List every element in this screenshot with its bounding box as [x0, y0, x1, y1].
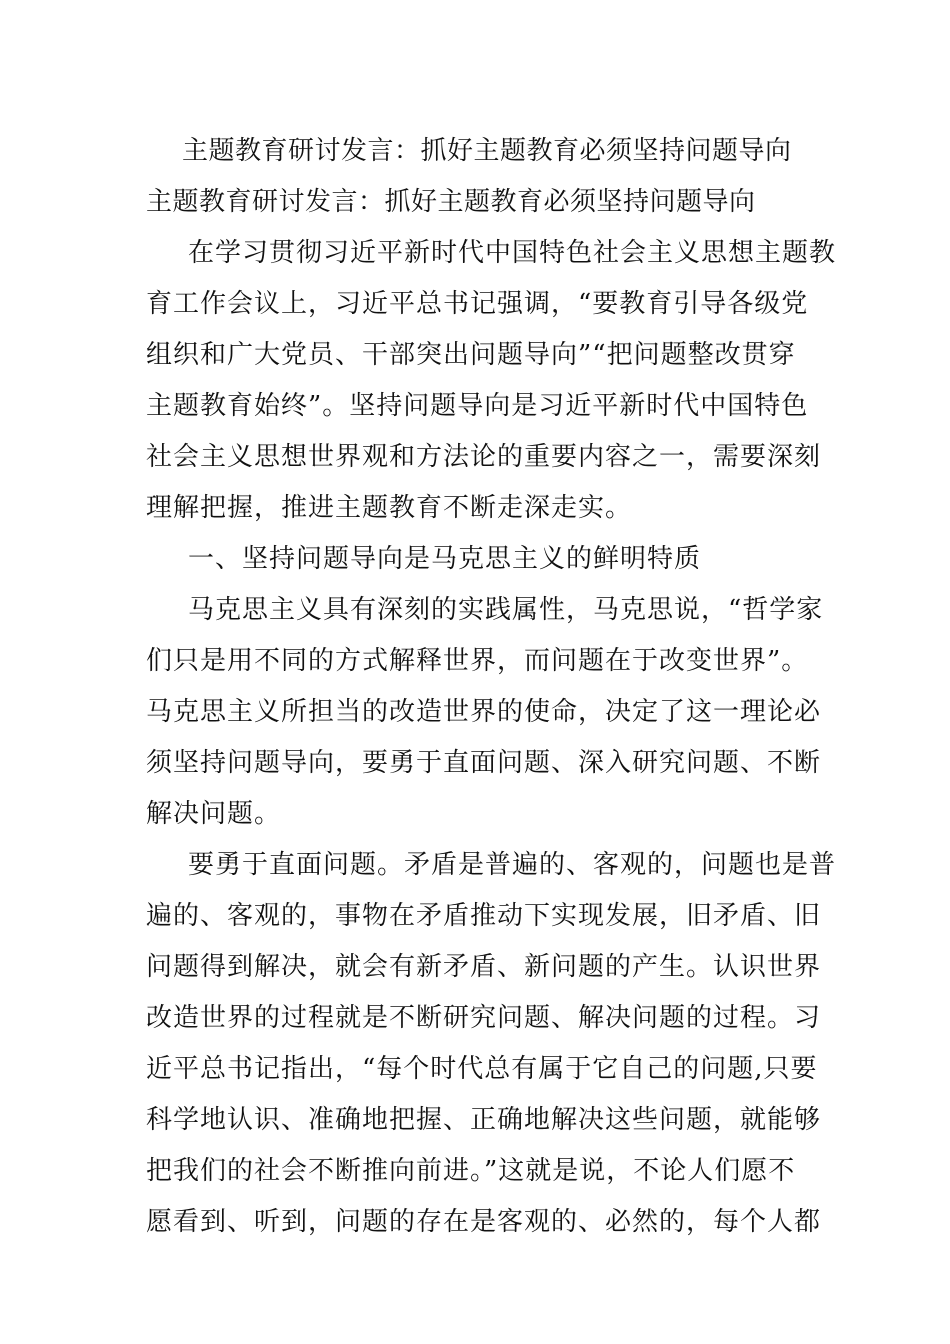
paragraph-1-line-2: 育工作会议上，习近平总书记强调，“要教育引导各级党	[146, 289, 809, 319]
paragraph-3-line-7: 把我们的社会不断推向前进。”这就是说，不论人们愿不	[146, 1156, 796, 1186]
paragraph-1-line-4: 主题教育始终”。坚持问题导向是习近平新时代中国特色	[146, 391, 809, 421]
paragraph-3-line-2: 遍的、客观的，事物在矛盾推动下实现发展，旧矛盾、旧	[146, 901, 822, 931]
paragraph-2-line-2: 们只是用不同的方式解释世界，而问题在于改变世界”。	[146, 646, 809, 676]
document-title-line-1: 主题教育研讨发言：抓好主题教育必须坚持问题导向	[182, 136, 792, 166]
paragraph-2-line-4: 须坚持问题导向，要勇于直面问题、深入研究问题、不断	[146, 748, 822, 778]
paragraph-1-line-3: 组织和广大党员、干部突出问题导向”“把问题整改贯穿	[146, 340, 796, 370]
paragraph-1-line-6: 理解把握，推进主题教育不断走深走实。	[146, 493, 633, 523]
paragraph-2-line-5: 解决问题。	[146, 799, 282, 829]
paragraph-1-line-1: 在学习贯彻习近平新时代中国特色社会主义思想主题教	[188, 238, 837, 268]
document-body	[146, 126, 837, 1248]
paragraph-3-line-5: 近平总书记指出，“每个时代总有属于它自己的问题,只要	[146, 1054, 818, 1084]
paragraph-3-line-1: 要勇于直面问题。矛盾是普遍的、客观的，问题也是普	[188, 850, 837, 880]
paragraph-2-line-1: 马克思主义具有深刻的实践属性，马克思说，“哲学家	[188, 595, 824, 625]
paragraph-3-line-3: 问题得到解决，就会有新矛盾、新问题的产生。认识世界	[146, 952, 822, 982]
section-heading-1: 一、坚持问题导向是马克思主义的鲜明特质	[188, 544, 702, 574]
paragraph-1-line-5: 社会主义思想世界观和方法论的重要内容之一，需要深刻	[146, 442, 822, 472]
paragraph-2-line-3: 马克思主义所担当的改造世界的使命，决定了这一理论必	[146, 697, 822, 727]
paragraph-3-line-8: 愿看到、听到，问题的存在是客观的、必然的，每个人都	[146, 1207, 822, 1237]
paragraph-3-line-4: 改造世界的过程就是不断研究问题、解决问题的过程。习	[146, 1003, 822, 1033]
paragraph-3-line-6: 科学地认识、准确地把握、正确地解决这些问题，就能够	[146, 1105, 822, 1135]
document-title-line-2: 主题教育研讨发言：抓好主题教育必须坚持问题导向	[146, 187, 756, 217]
